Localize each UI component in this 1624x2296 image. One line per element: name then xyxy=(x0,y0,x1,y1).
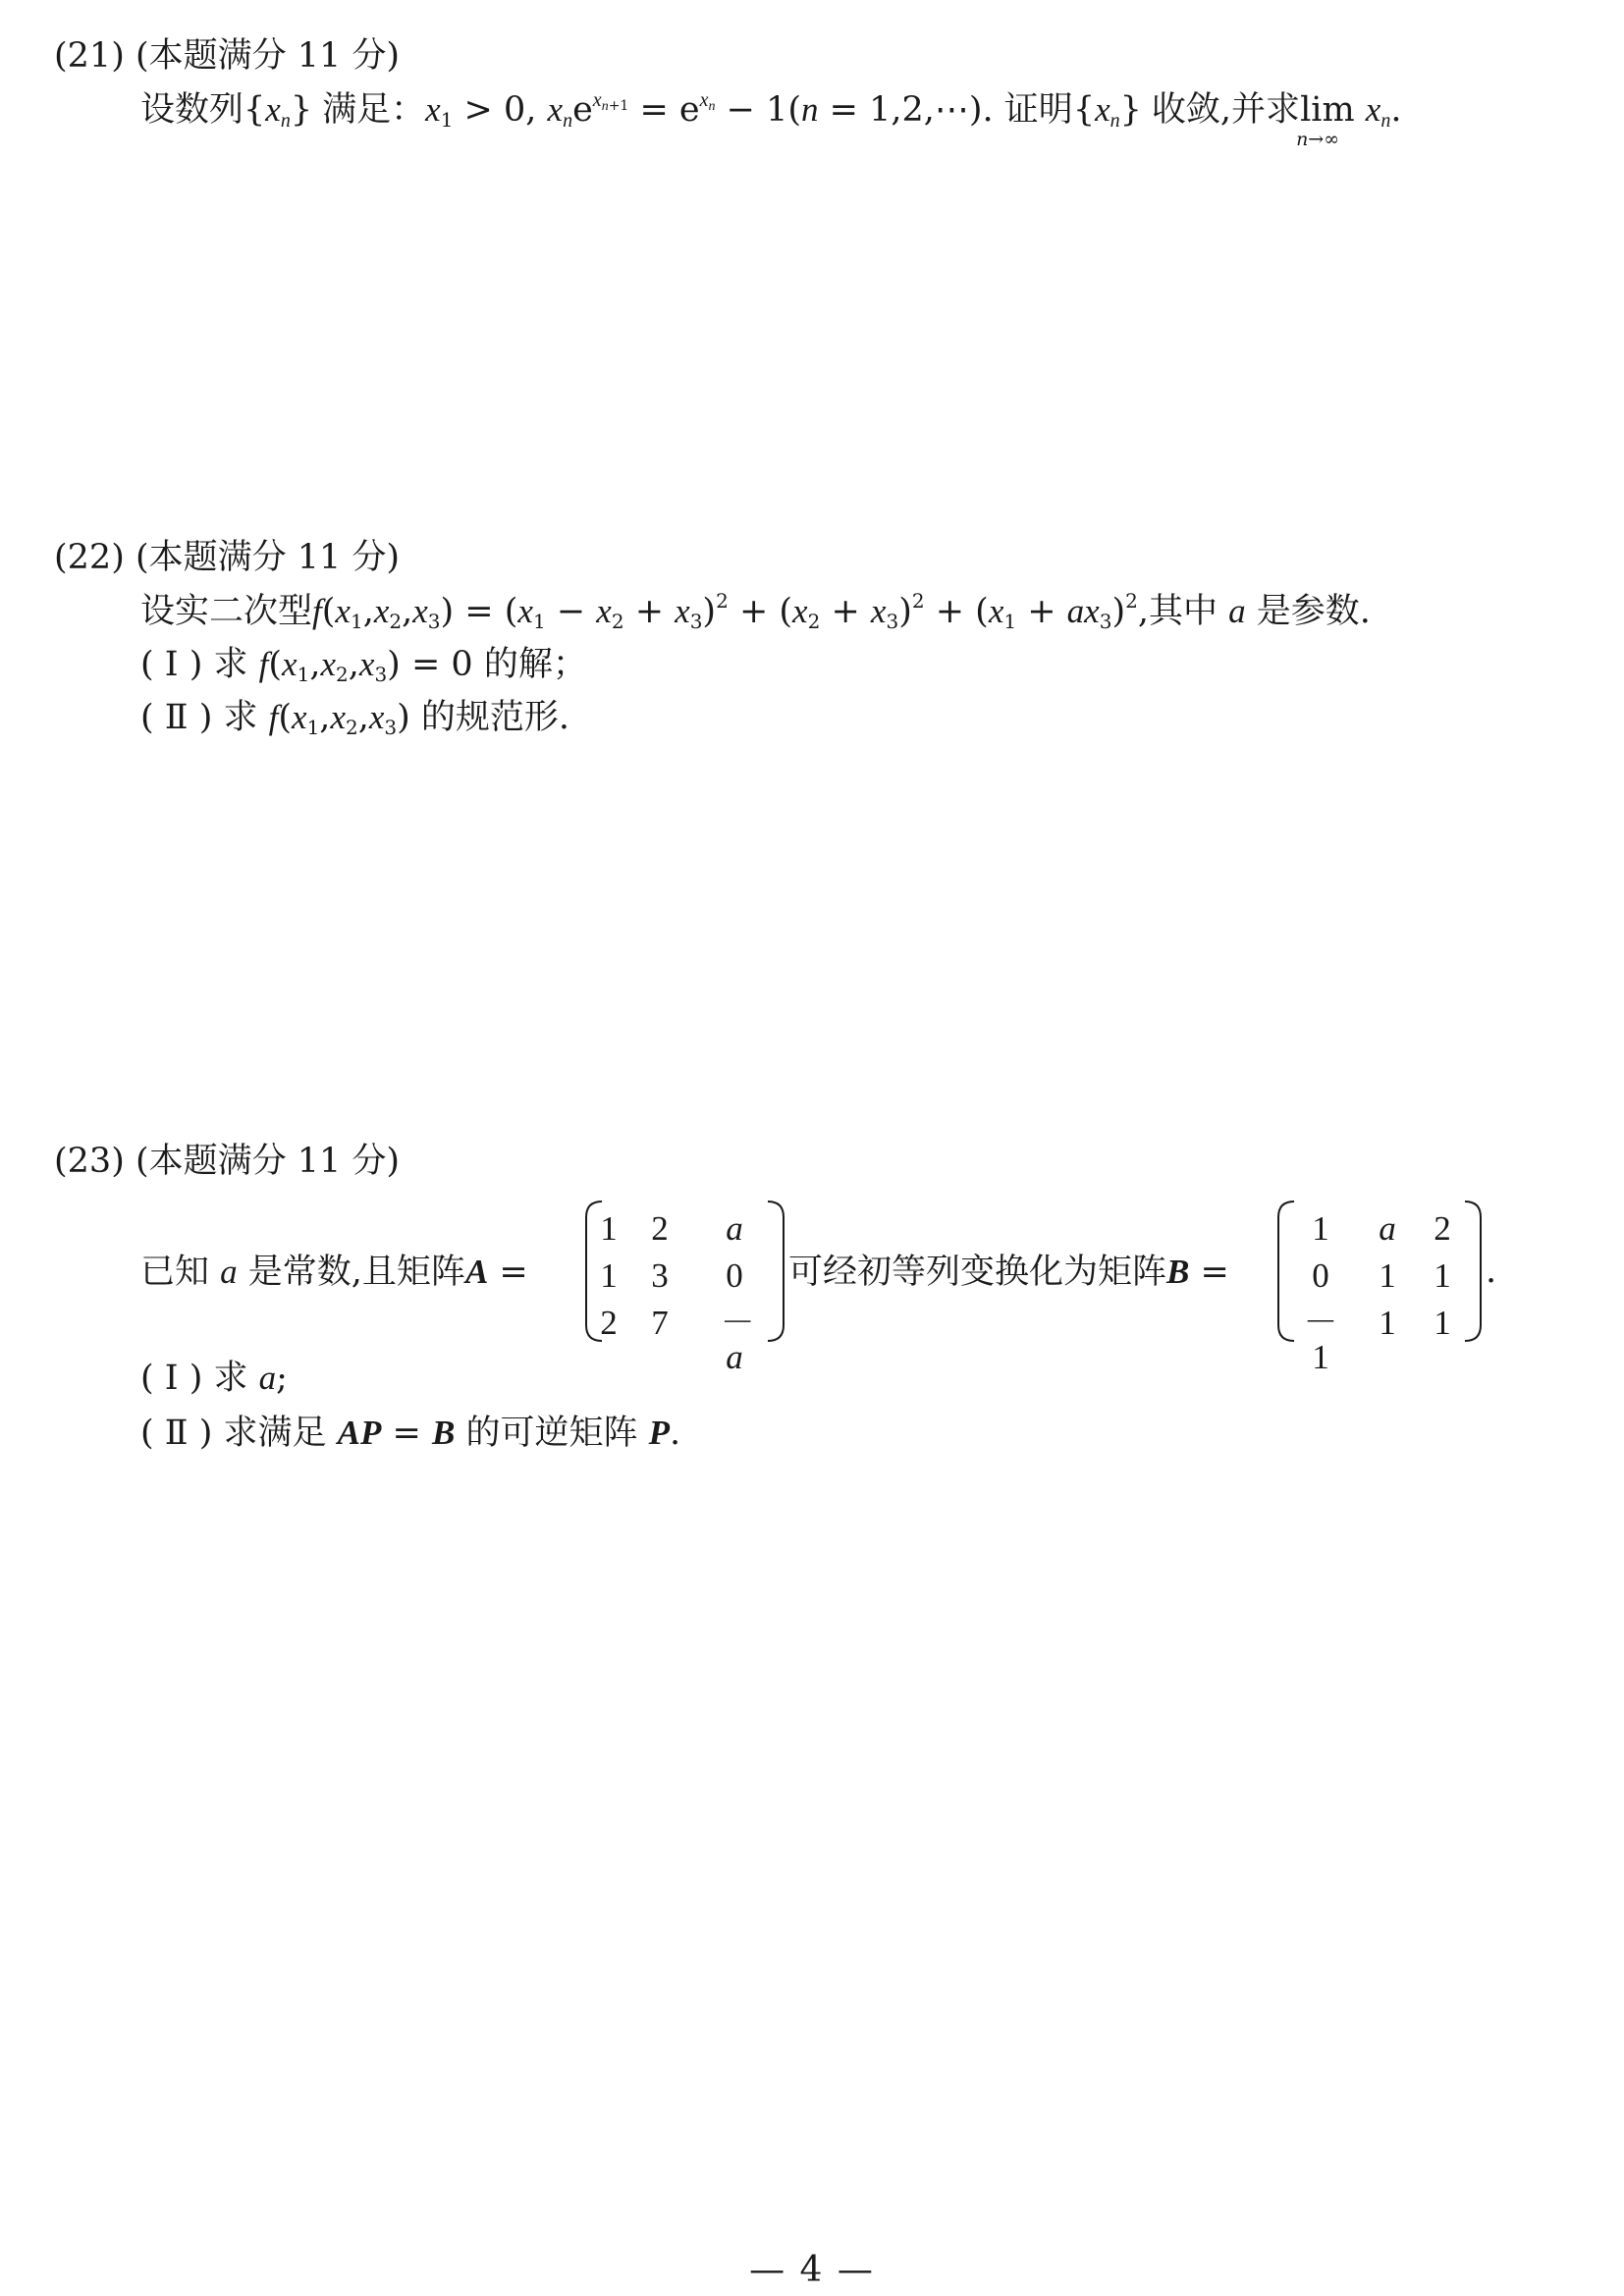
problem-23-part-2: ( Ⅱ ) 求满足 AP = B 的可逆矩阵 P. xyxy=(140,1414,681,1453)
problem-22-part-1: ( Ⅰ ) 求 $f(x_1,x_2,x_3) = 0$ 的解； xyxy=(140,645,587,686)
problem-23-statement-cont: 可经初等列变换化为矩阵B = xyxy=(788,1253,1229,1292)
problem-21-text-a: 设数列 xyxy=(140,90,244,130)
matrix-B-cell: －1 xyxy=(1303,1304,1338,1376)
problem-22-part-2: ( Ⅱ ) 求 $f(x_1,x_2,x_3)$ 的规范形. xyxy=(140,698,570,739)
matrix-B-cell: 0 xyxy=(1312,1256,1329,1295)
problem-23-statement: 已知 a 是常数,且矩阵A = xyxy=(140,1253,528,1292)
matrix-A-cell: 7 xyxy=(651,1304,669,1342)
problem-21-header: (21) (本题满分 11 分) xyxy=(54,36,401,76)
matrix-A-cell: －a xyxy=(717,1304,752,1376)
matrix-a xyxy=(584,1198,785,1376)
page-number: — 4 — xyxy=(749,2250,875,2290)
matrix-B-cell: 1 xyxy=(1434,1256,1451,1295)
matrix-A-cell: 1 xyxy=(600,1209,618,1248)
matrix-B-cell: 1 xyxy=(1434,1304,1451,1342)
matrix-A-cell: a xyxy=(726,1209,743,1248)
matrix-A-cell: 2 xyxy=(651,1209,669,1248)
limit-operator: lim n→∞ xyxy=(1296,90,1355,150)
matrix-B-cell: 2 xyxy=(1434,1209,1451,1248)
matrix-B-cell: 1 xyxy=(1379,1304,1396,1342)
matrix-B-cell: a xyxy=(1379,1209,1396,1248)
matrix-A-cell: 1 xyxy=(600,1256,618,1295)
problem-21-statement: 设数列$\{x_n\}$ 满足：$x_1 > 0$, $x_ne^{x_{n+1}} = e^{x_n} - 1(n$ = 1,2,⋯). 证明$\{x_n\}$ 收敛,并求lim n→∞ $x_n$. xyxy=(140,89,1402,150)
problem-22-statement: 设实二次型$f(x_1,x_2,x_3) = (x_1 - x_2 + x_3)^2 + (x_2 + x_3)^2 + (x_1 + ax_3)^2$,其中 a 是参数. xyxy=(140,589,1371,633)
matrix-B-cell: 1 xyxy=(1379,1256,1396,1295)
matrix-A-cell: 0 xyxy=(726,1256,743,1295)
matrix-B-cell: 1 xyxy=(1312,1209,1329,1248)
problem-23-header: (23) (本题满分 11 分) xyxy=(54,1142,401,1181)
problem-22-header: (22) (本题满分 11 分) xyxy=(54,538,401,577)
problem-21-text-b: 满足： xyxy=(322,90,426,130)
problem-21-text-c: 证明 xyxy=(1003,90,1073,130)
matrix-b xyxy=(1276,1198,1483,1376)
matrix-b-period: . xyxy=(1486,1252,1497,1291)
problem-21-text-d: 收敛,并求 xyxy=(1151,90,1301,130)
matrix-A-cell: 2 xyxy=(600,1304,618,1342)
problem-23-part-1: ( Ⅰ ) 求 a; xyxy=(140,1359,288,1398)
matrix-A-cell: 3 xyxy=(651,1256,669,1295)
